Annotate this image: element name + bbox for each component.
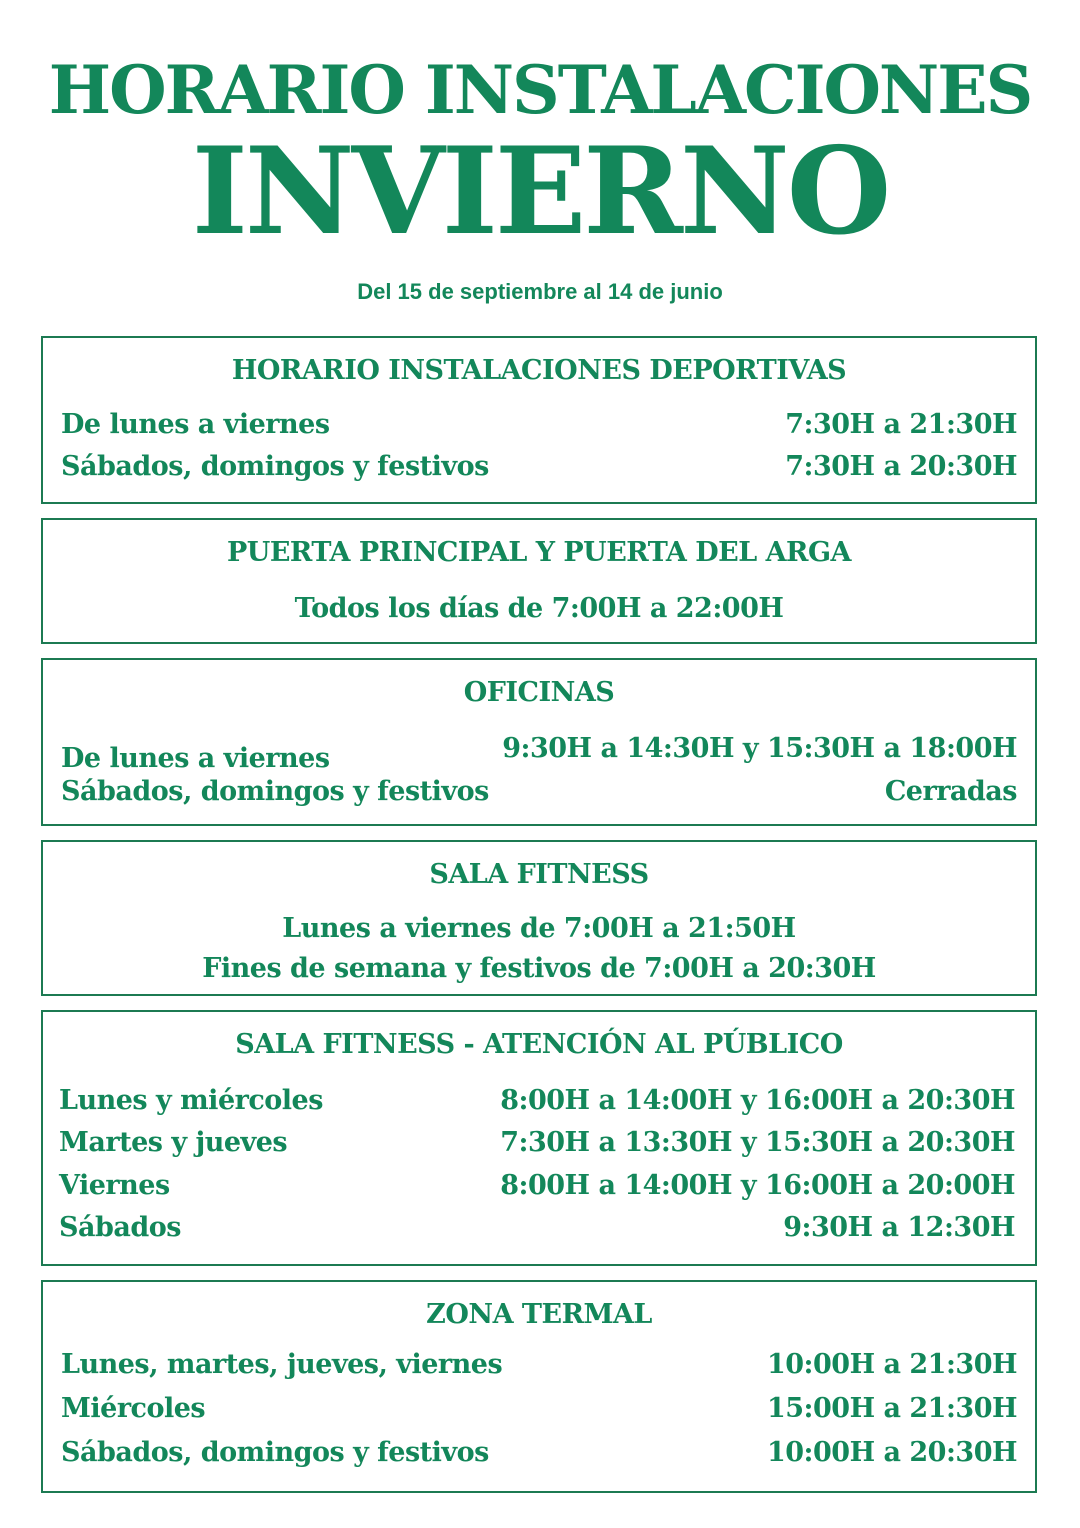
section-title: PUERTA PRINCIPAL Y PUERTA DEL ARGA xyxy=(227,537,851,568)
row-value: 8:00H a 14:00H y 16:00H a 20:30H xyxy=(500,1085,1015,1116)
row-value: 7:30H a 21:30H xyxy=(785,409,1017,440)
schedule-line: Todos los días de 7:00H a 22:00H xyxy=(294,593,784,624)
schedule-row xyxy=(59,1167,1015,1205)
row-value: 8:00H a 14:00H y 16:00H a 20:00H xyxy=(500,1170,1015,1201)
section-title: OFICINAS xyxy=(463,677,615,708)
section-atencion xyxy=(41,1010,1037,1266)
row-label: De lunes a viernes xyxy=(61,743,330,774)
row-value: 7:30H a 20:30H xyxy=(785,451,1017,482)
row-label: Martes y jueves xyxy=(59,1127,288,1158)
section-termal xyxy=(41,1280,1037,1493)
schedule-row xyxy=(61,730,1017,774)
schedule-row xyxy=(59,1082,1015,1120)
section-deportivas xyxy=(41,336,1037,504)
schedule-row xyxy=(61,1390,1017,1428)
row-value: 9:30H a 14:30H y 15:30H a 18:00H xyxy=(502,733,1017,764)
row-label: Viernes xyxy=(59,1170,170,1201)
row-label: Sábados, domingos y festivos xyxy=(61,451,489,482)
row-value: 9:30H a 12:30H xyxy=(783,1212,1015,1243)
season-title: INVIERNO xyxy=(191,121,889,262)
section-fitness xyxy=(41,840,1037,996)
section-title: ZONA TERMAL xyxy=(426,1299,652,1330)
section-puertas xyxy=(41,518,1037,644)
page-title: HORARIO INSTALACIONES xyxy=(48,51,1032,129)
schedule-row xyxy=(61,1346,1017,1384)
row-value: 10:00H a 21:30H xyxy=(766,1349,1017,1380)
section-oficinas xyxy=(41,658,1037,826)
schedule-row xyxy=(61,1434,1017,1472)
row-value: 7:30H a 13:30H y 15:30H a 20:30H xyxy=(500,1127,1015,1158)
section-title: HORARIO INSTALACIONES DEPORTIVAS xyxy=(231,355,847,386)
schedule-line: Fines de semana y festivos de 7:00H a 20:30H xyxy=(202,953,876,984)
row-value: 10:00H a 20:30H xyxy=(766,1437,1017,1468)
schedule-row xyxy=(59,1124,1015,1162)
section-title: SALA FITNESS - ATENCIÓN AL PÚBLICO xyxy=(235,1029,843,1060)
row-label: De lunes a viernes xyxy=(61,409,330,440)
row-label: Sábados, domingos y festivos xyxy=(61,776,489,807)
row-label: Miércoles xyxy=(61,1393,206,1424)
schedule-line: Lunes a viernes de 7:00H a 21:50H xyxy=(282,913,796,944)
schedule-row xyxy=(59,1209,1015,1247)
row-label: Lunes, martes, jueves, viernes xyxy=(61,1349,503,1380)
row-label: Lunes y miércoles xyxy=(59,1085,323,1116)
row-value: Cerradas xyxy=(884,776,1017,807)
schedule-row xyxy=(61,773,1017,811)
row-label: Sábados xyxy=(59,1212,181,1243)
row-value: 15:00H a 21:30H xyxy=(766,1393,1017,1424)
date-range: Del 15 de septiembre al 14 de junio xyxy=(357,279,723,304)
schedule-row xyxy=(61,448,1017,486)
schedule-row xyxy=(61,406,1017,444)
row-label: Sábados, domingos y festivos xyxy=(61,1437,489,1468)
section-title: SALA FITNESS xyxy=(429,859,649,890)
